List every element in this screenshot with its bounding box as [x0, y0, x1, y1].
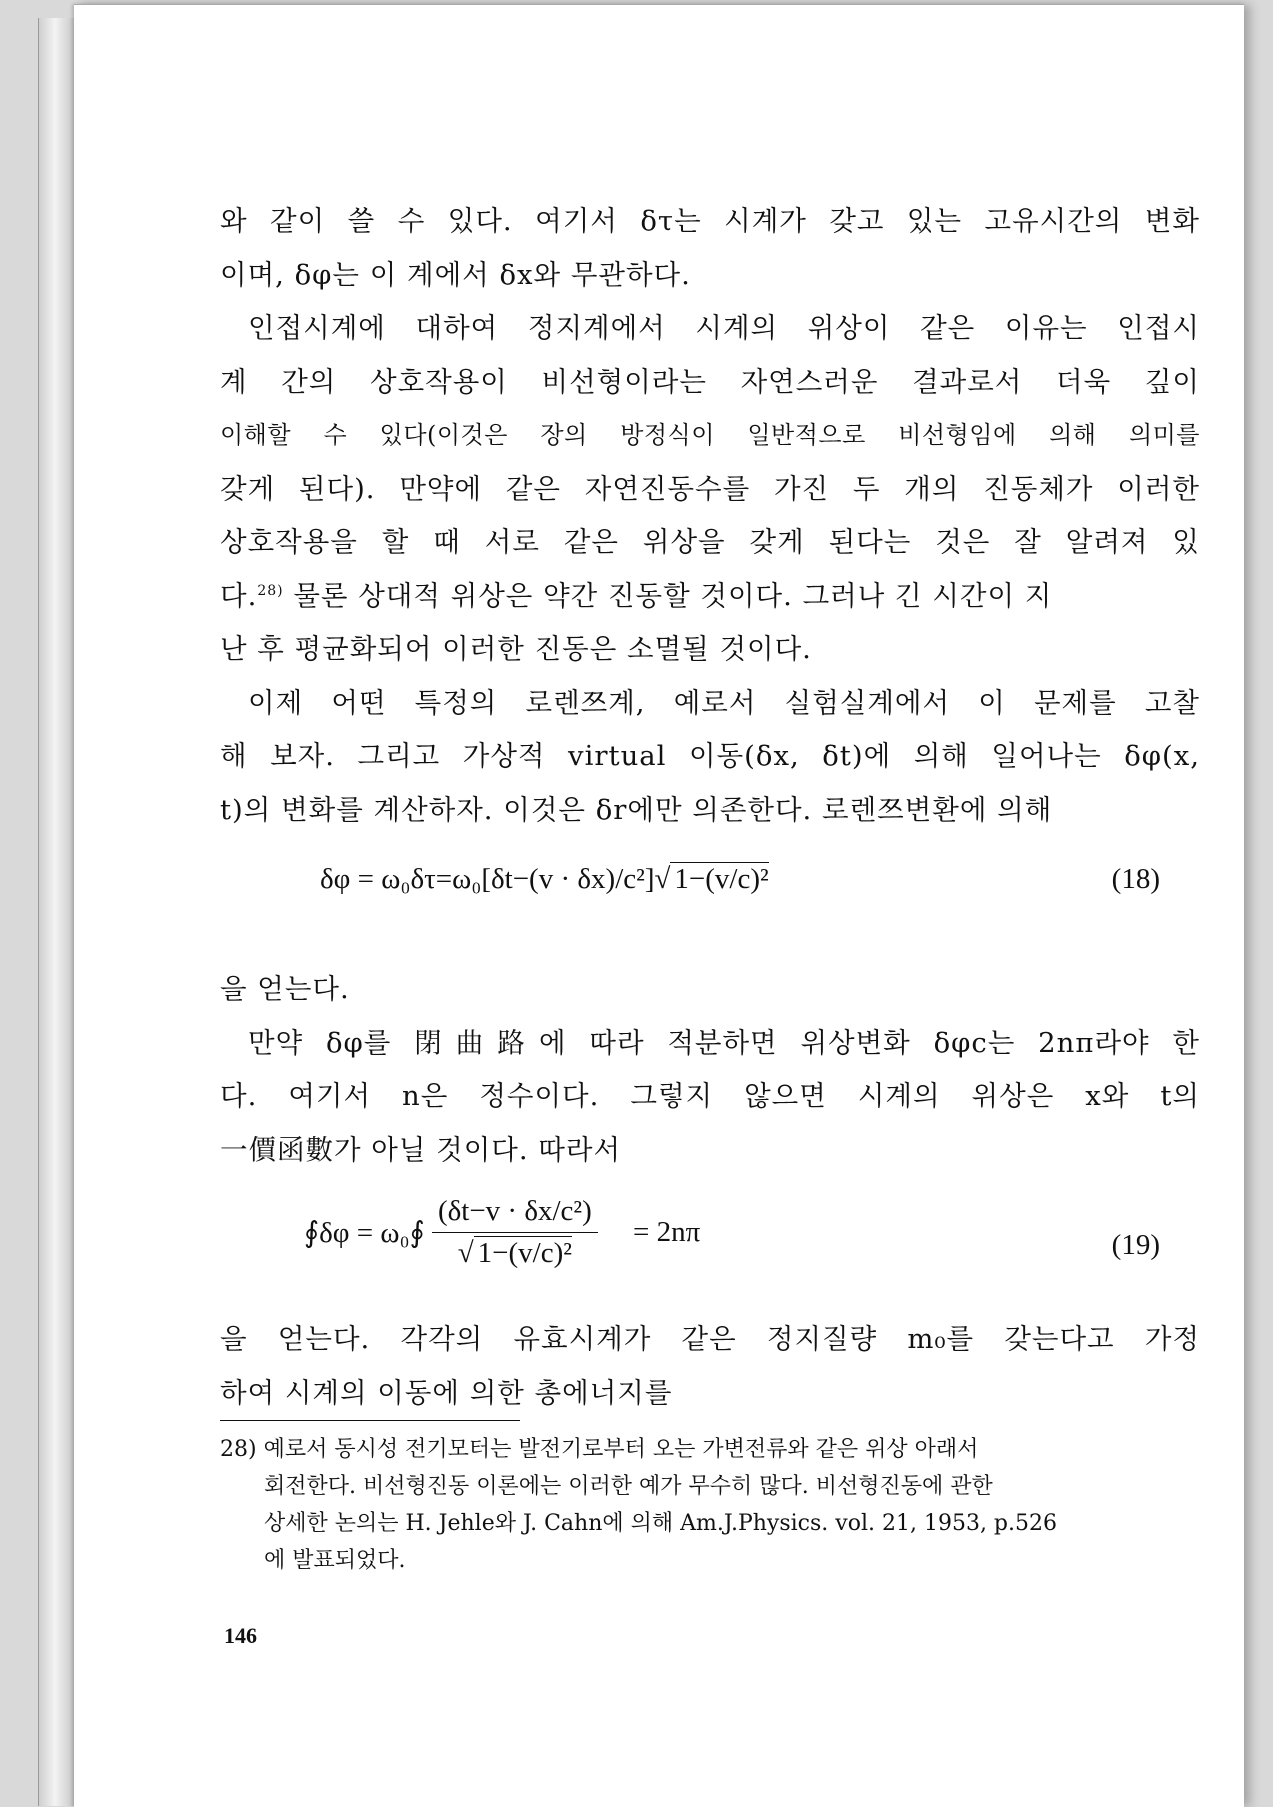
text-line: 을 얻는다. [220, 973, 350, 1005]
footnote-line: 상세한 논의는 H. Jehle와 J. Cahn에 의해 Am.J.Physics. vol. 21, 1953, p.526 [264, 1511, 1057, 1536]
text-line: t)의 변화를 계산하자. 이것은 δr에만 의존한다. 로렌쯔변환에 의해 [220, 793, 1053, 826]
equation-lhs: ∮δφ = ω₀∮ [304, 1217, 425, 1249]
text-line: 一價函數가 아닐 것이다. 따라서 [220, 1133, 622, 1166]
body-text-middle [220, 963, 1200, 1177]
equation-radical: 1−(v/c)² [474, 1236, 572, 1269]
text-line: 만약 δφ를 閉曲路에 따라 적분하면 위상변화 δφc는 2nπ라야 한 [248, 1026, 1200, 1059]
text-line: 이해할 수 있다(이것은 장의 방정식이 일반적으로 비선형임에 의해 의미를 [220, 421, 1200, 449]
page-number: 146 [224, 1623, 257, 1648]
equation-denominator: √ 1−(v/c)² [432, 1232, 598, 1270]
footnote-reference: 28) [257, 582, 284, 599]
footnote-line: 에 발표되었다. [264, 1548, 406, 1573]
text-line [220, 570, 1200, 624]
footnote-rule [220, 1420, 520, 1421]
equation-rhs: = 2nπ [633, 1216, 701, 1248]
equation-18 [220, 863, 1200, 896]
equation-19 [220, 1195, 1200, 1305]
book-edge [38, 18, 79, 1806]
equation-lhs: δφ = ω₀δτ=ω₀[δt−(v · δx)/c²] [320, 863, 655, 895]
text-line: 상호작용을 할 때 서로 같은 위상을 갖게 된다는 것은 잘 알려져 있 [220, 526, 1200, 558]
equation-number: (18) [1111, 863, 1160, 895]
text-fragment: 다. [220, 579, 258, 612]
sqrt-sign: √ [654, 863, 671, 895]
text-line: 갖게 된다). 만약에 같은 자연진동수를 가진 두 개의 진동체가 이러한 [220, 472, 1200, 505]
text-line: 난 후 평균화되어 이러한 진동은 소멸될 것이다. [220, 633, 812, 665]
text-line: 계 간의 상호작용이 비선형이라는 자연스러운 결과로서 더욱 깊이 [220, 365, 1200, 398]
text-line: 인접시계에 대하여 정지계에서 시계의 위상이 같은 이유는 인접시 [248, 312, 1200, 344]
footnote [220, 1431, 1200, 1579]
equation-numerator: (δt−v · δx/c²) [437, 1195, 592, 1227]
body-text-top [220, 195, 1200, 837]
text-line: 을 얻는다. 각각의 유효시계가 같은 정지질량 m₀를 갖는다고 가정 [220, 1323, 1200, 1355]
text-line: 와 같이 쓸 수 있다. 여기서 δτ는 시계가 갖고 있는 고유시간의 변화 [220, 205, 1200, 237]
footnote-line: 28) 예로서 동시성 전기모터는 발전기로부터 오는 가변전류와 같은 위상 아래서 [220, 1437, 979, 1462]
text-line: 이제 어떤 특정의 로렌쯔계, 예로서 실험실계에서 이 문제를 고찰 [248, 686, 1200, 719]
footnote-line: 회전한다. 비선형진동 이론에는 이러한 예가 무수히 많다. 비선형진동에 관한 [264, 1474, 993, 1499]
body-text-bottom [220, 1313, 1200, 1420]
text-line: 하여 시계의 이동에 의한 총에너지를 [220, 1376, 673, 1409]
equation-number: (19) [1111, 1229, 1160, 1261]
text-line: 다. 여기서 n은 정수이다. 그렇지 않으면 시계의 위상은 x와 t의 [220, 1080, 1200, 1112]
equation-radical: 1−(v/c)² [670, 862, 768, 895]
text-line: 해 보자. 그리고 가상적 virtual 이동(δx, δt)에 의해 일어나는 δφ(x, [220, 740, 1200, 772]
equation-fraction [432, 1195, 598, 1270]
text-fragment: 물론 상대적 위상은 약간 진동할 것이다. 그러나 긴 시간이 지 [293, 579, 1053, 612]
text-line: 이며, δφ는 이 계에서 δx와 무관하다. [220, 258, 691, 291]
book-page [74, 4, 1244, 1807]
